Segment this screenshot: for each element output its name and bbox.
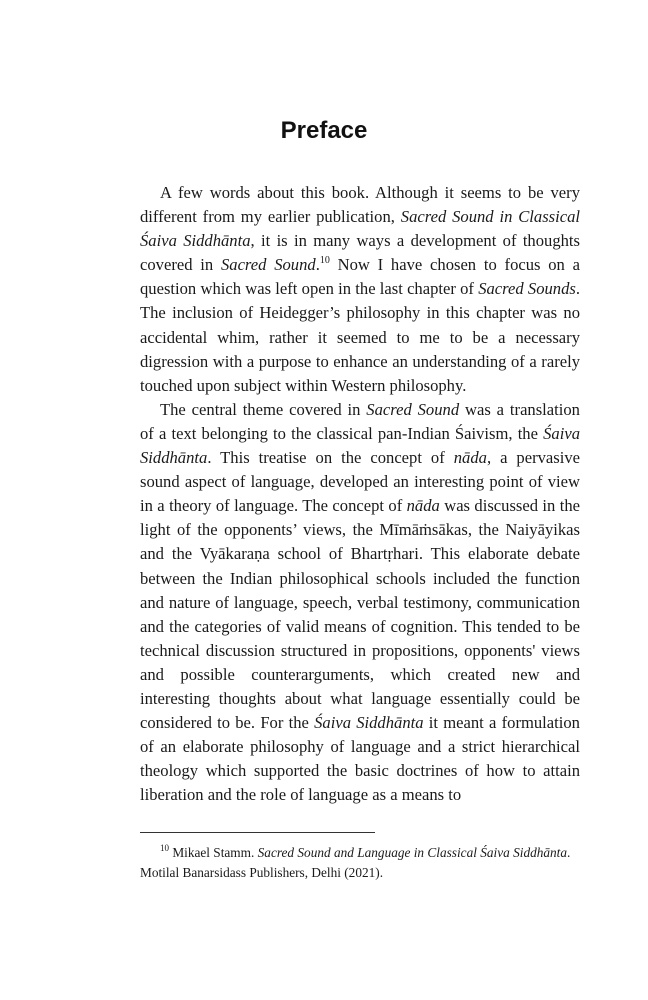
text-run: was a translation of a text belonging to the classical pan-Indian Śaivism, the [140,399,580,443]
text-run: . This treatise on the concept of [207,448,454,468]
text-run: . [315,255,320,275]
text-run: The central theme covered in [160,399,367,419]
text-run: , a pervasive sound aspect of language, developed an interesting point of view in a theory of language. The concept of [140,448,580,516]
italic-title: Sacred Sound [366,399,460,419]
text-run: Now I have chosen to focus on a question which was left open in the last chapter of [140,255,580,299]
text-run: , it is in many ways a development of thoughts covered in [140,231,580,275]
text-run: . The inclusion of Heidegger’s philosophy in this chapter was no accidental whim, rather it seemed to me to be a necessary digression with a purpose to enhance an understanding of a rarely touched upon subject within Western philosophy. [140,279,581,395]
text-run: . Motilal Banarsidass Publishers, Delhi (2021). [140,845,571,880]
italic-title: Sacred Sound in Classical Śaiva Siddhānta [140,207,580,251]
italic-title: Sacred Sounds [478,279,576,299]
paragraph [140,398,580,808]
footnote-text [140,843,580,883]
page-title: Preface [280,117,368,144]
italic-title: Śaiva Siddhānta [314,713,424,733]
italic-title: nāda [406,496,440,516]
footnote-separator [140,832,375,833]
text-run: Mikael Stamm. [169,845,258,860]
paragraph [140,181,580,398]
text-run: was discussed in the light of the opponents’ views, the Mīmāṁsākas, the Naiyāyikas and the Vyākaraṇa school of Bhartṛhari. This elaborate debate between the Indian philosophical schools included the function and nature of language, speech, verbal testimony, communication and the categories of valid means of cognition. This tended to be technical discussion structured in propositions, opponents' views and possible counterarguments, which created new and interesting thoughts about what language essentially could be considered to be. For the [140,496,580,733]
text-run: it meant a formulation of an elaborate philosophy of language and a strict hierarchical theology which supported the basic doctrines of how to attain liberation and the role of language as a means to [140,713,580,805]
text-run: A few words about this book. Although it seems to be very different from my earlier publication, [140,183,580,227]
italic-title: Śaiva Siddhānta [140,423,580,468]
footnote [140,843,580,883]
italic-title: Sacred Sound and Language in Classical Śaiva Siddhānta [257,845,568,860]
footnote-marker: 10 [160,842,169,853]
italic-title: nāda [453,448,487,468]
body-text [140,181,580,807]
footnote-marker: 10 [319,254,330,266]
italic-title: Sacred Sound [220,255,316,275]
